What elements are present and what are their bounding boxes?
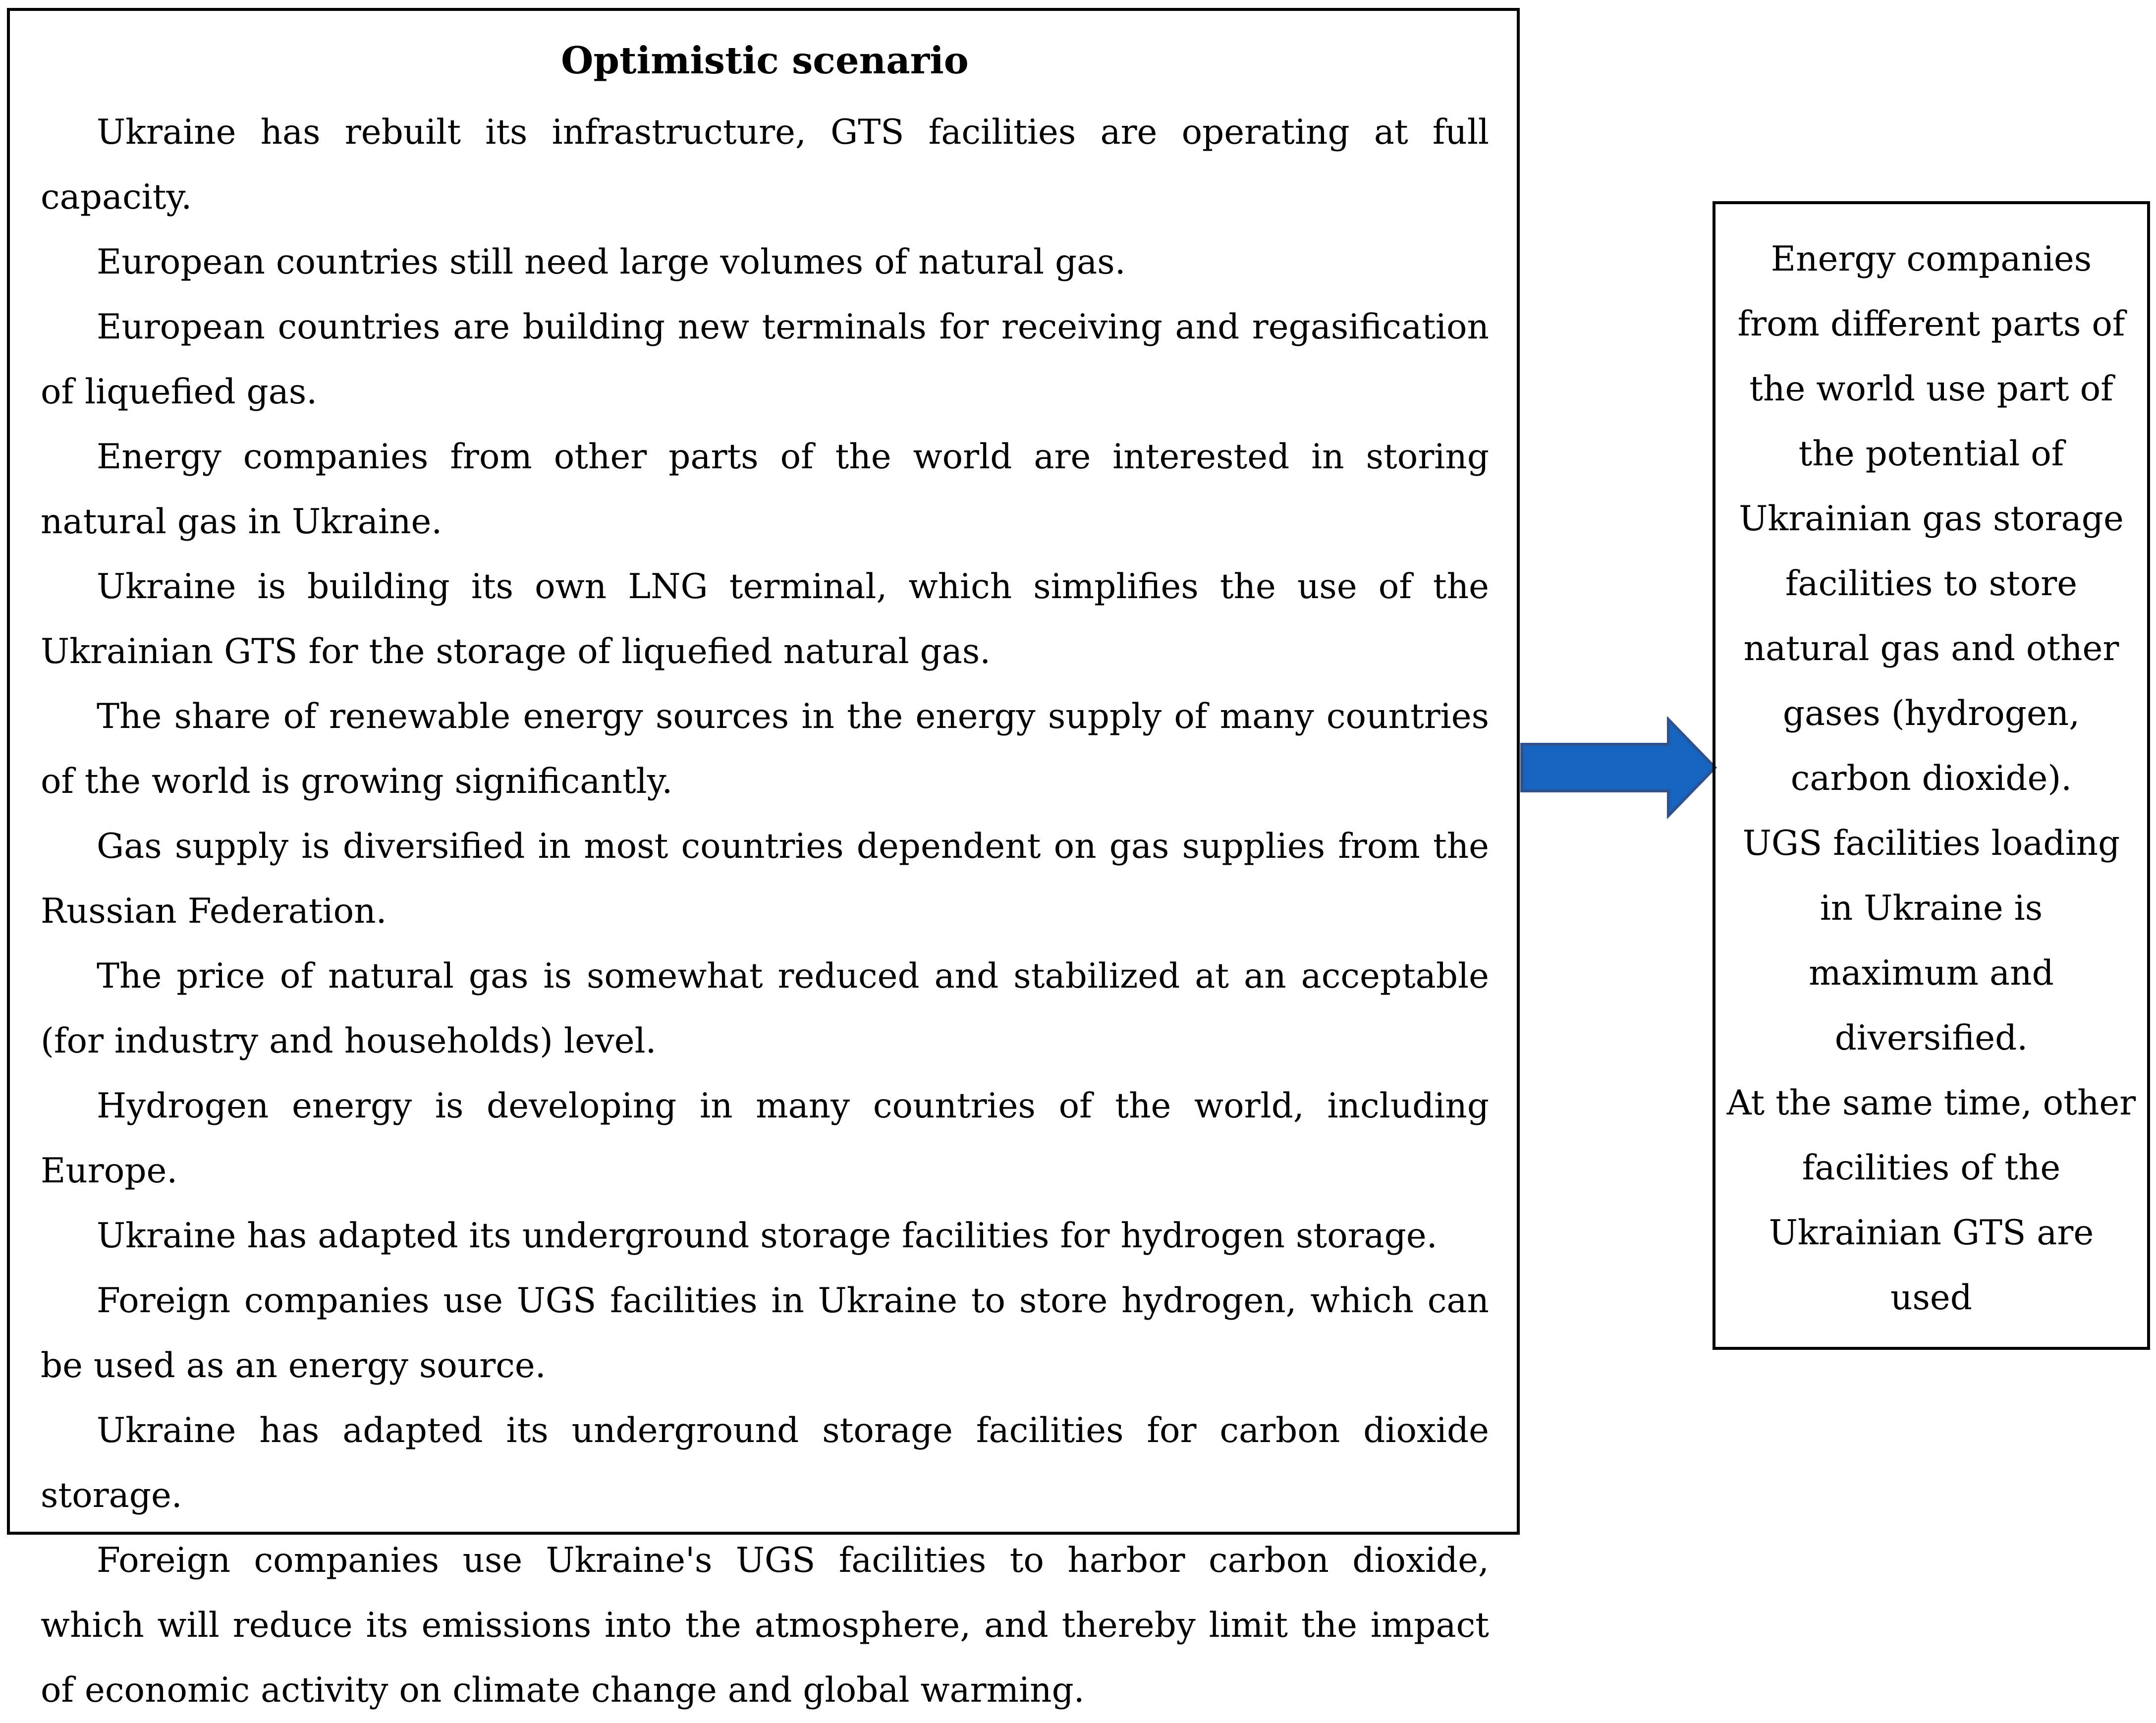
scenario-paragraph: The share of renewable energy sources in the energy supply of many countries of the world is growing significantly. xyxy=(41,697,1489,801)
scenario-box xyxy=(7,8,1520,1710)
right-arrow-icon xyxy=(1520,717,1718,819)
scenario-paragraph: Foreign companies use UGS facilities in Ukraine to store hydrogen, which can be used as an energy source. xyxy=(41,1281,1489,1386)
outcome-text: Energy companies from different parts of the world use part of the potential of Ukrainian gas storage facilities to store natural gas and other gases (hydrogen, carbon dioxide). UGS facilities loading in Ukraine is maximum and diversified. At the same time, other facilities of the Ukrainian GTS are used xyxy=(1726,239,2136,1318)
scenario-title: Optimistic scenario xyxy=(561,39,969,82)
scenario-paragraph: Hydrogen energy is developing in many countries of the world, including Europe. xyxy=(41,1086,1489,1191)
scenario-paragraph: Gas supply is diversified in most countries dependent on gas supplies from the Russian Federation. xyxy=(41,827,1489,931)
scenario-paragraph: Ukraine has adapted its underground storage facilities for hydrogen storage. xyxy=(97,1216,1437,1256)
scenario-paragraph: Ukraine is building its own LNG terminal, which simplifies the use of the Ukrainian GTS for the storage of liquefied natural gas. xyxy=(41,567,1489,671)
scenario-paragraph: European countries are building new terminals for receiving and regasification of liquefied gas. xyxy=(41,307,1489,412)
scenario-paragraph: Energy companies from other parts of the world are interested in storing natural gas in Ukraine. xyxy=(41,437,1489,542)
scenario-paragraph: Foreign companies use Ukraine's UGS facilities to harbor carbon dioxide, which will reduce its emissions into the atmosphere, and thereby limit the impact of economic activity on climate change and global warming. xyxy=(41,1541,1489,1710)
scenario-paragraph: The price of natural gas is somewhat reduced and stabilized at an acceptable (for industry and households) level. xyxy=(41,956,1489,1061)
outcome-box xyxy=(1713,201,2150,1350)
scenario-paragraph: European countries still need large volumes of natural gas. xyxy=(97,242,1126,282)
arrow-shape xyxy=(1522,720,1715,816)
scenario-paragraph: Ukraine has rebuilt its infrastructure, GTS facilities are operating at full capacity. xyxy=(41,112,1489,217)
scenario-paragraph: Ukraine has adapted its underground storage facilities for carbon dioxide storage. xyxy=(41,1411,1489,1515)
